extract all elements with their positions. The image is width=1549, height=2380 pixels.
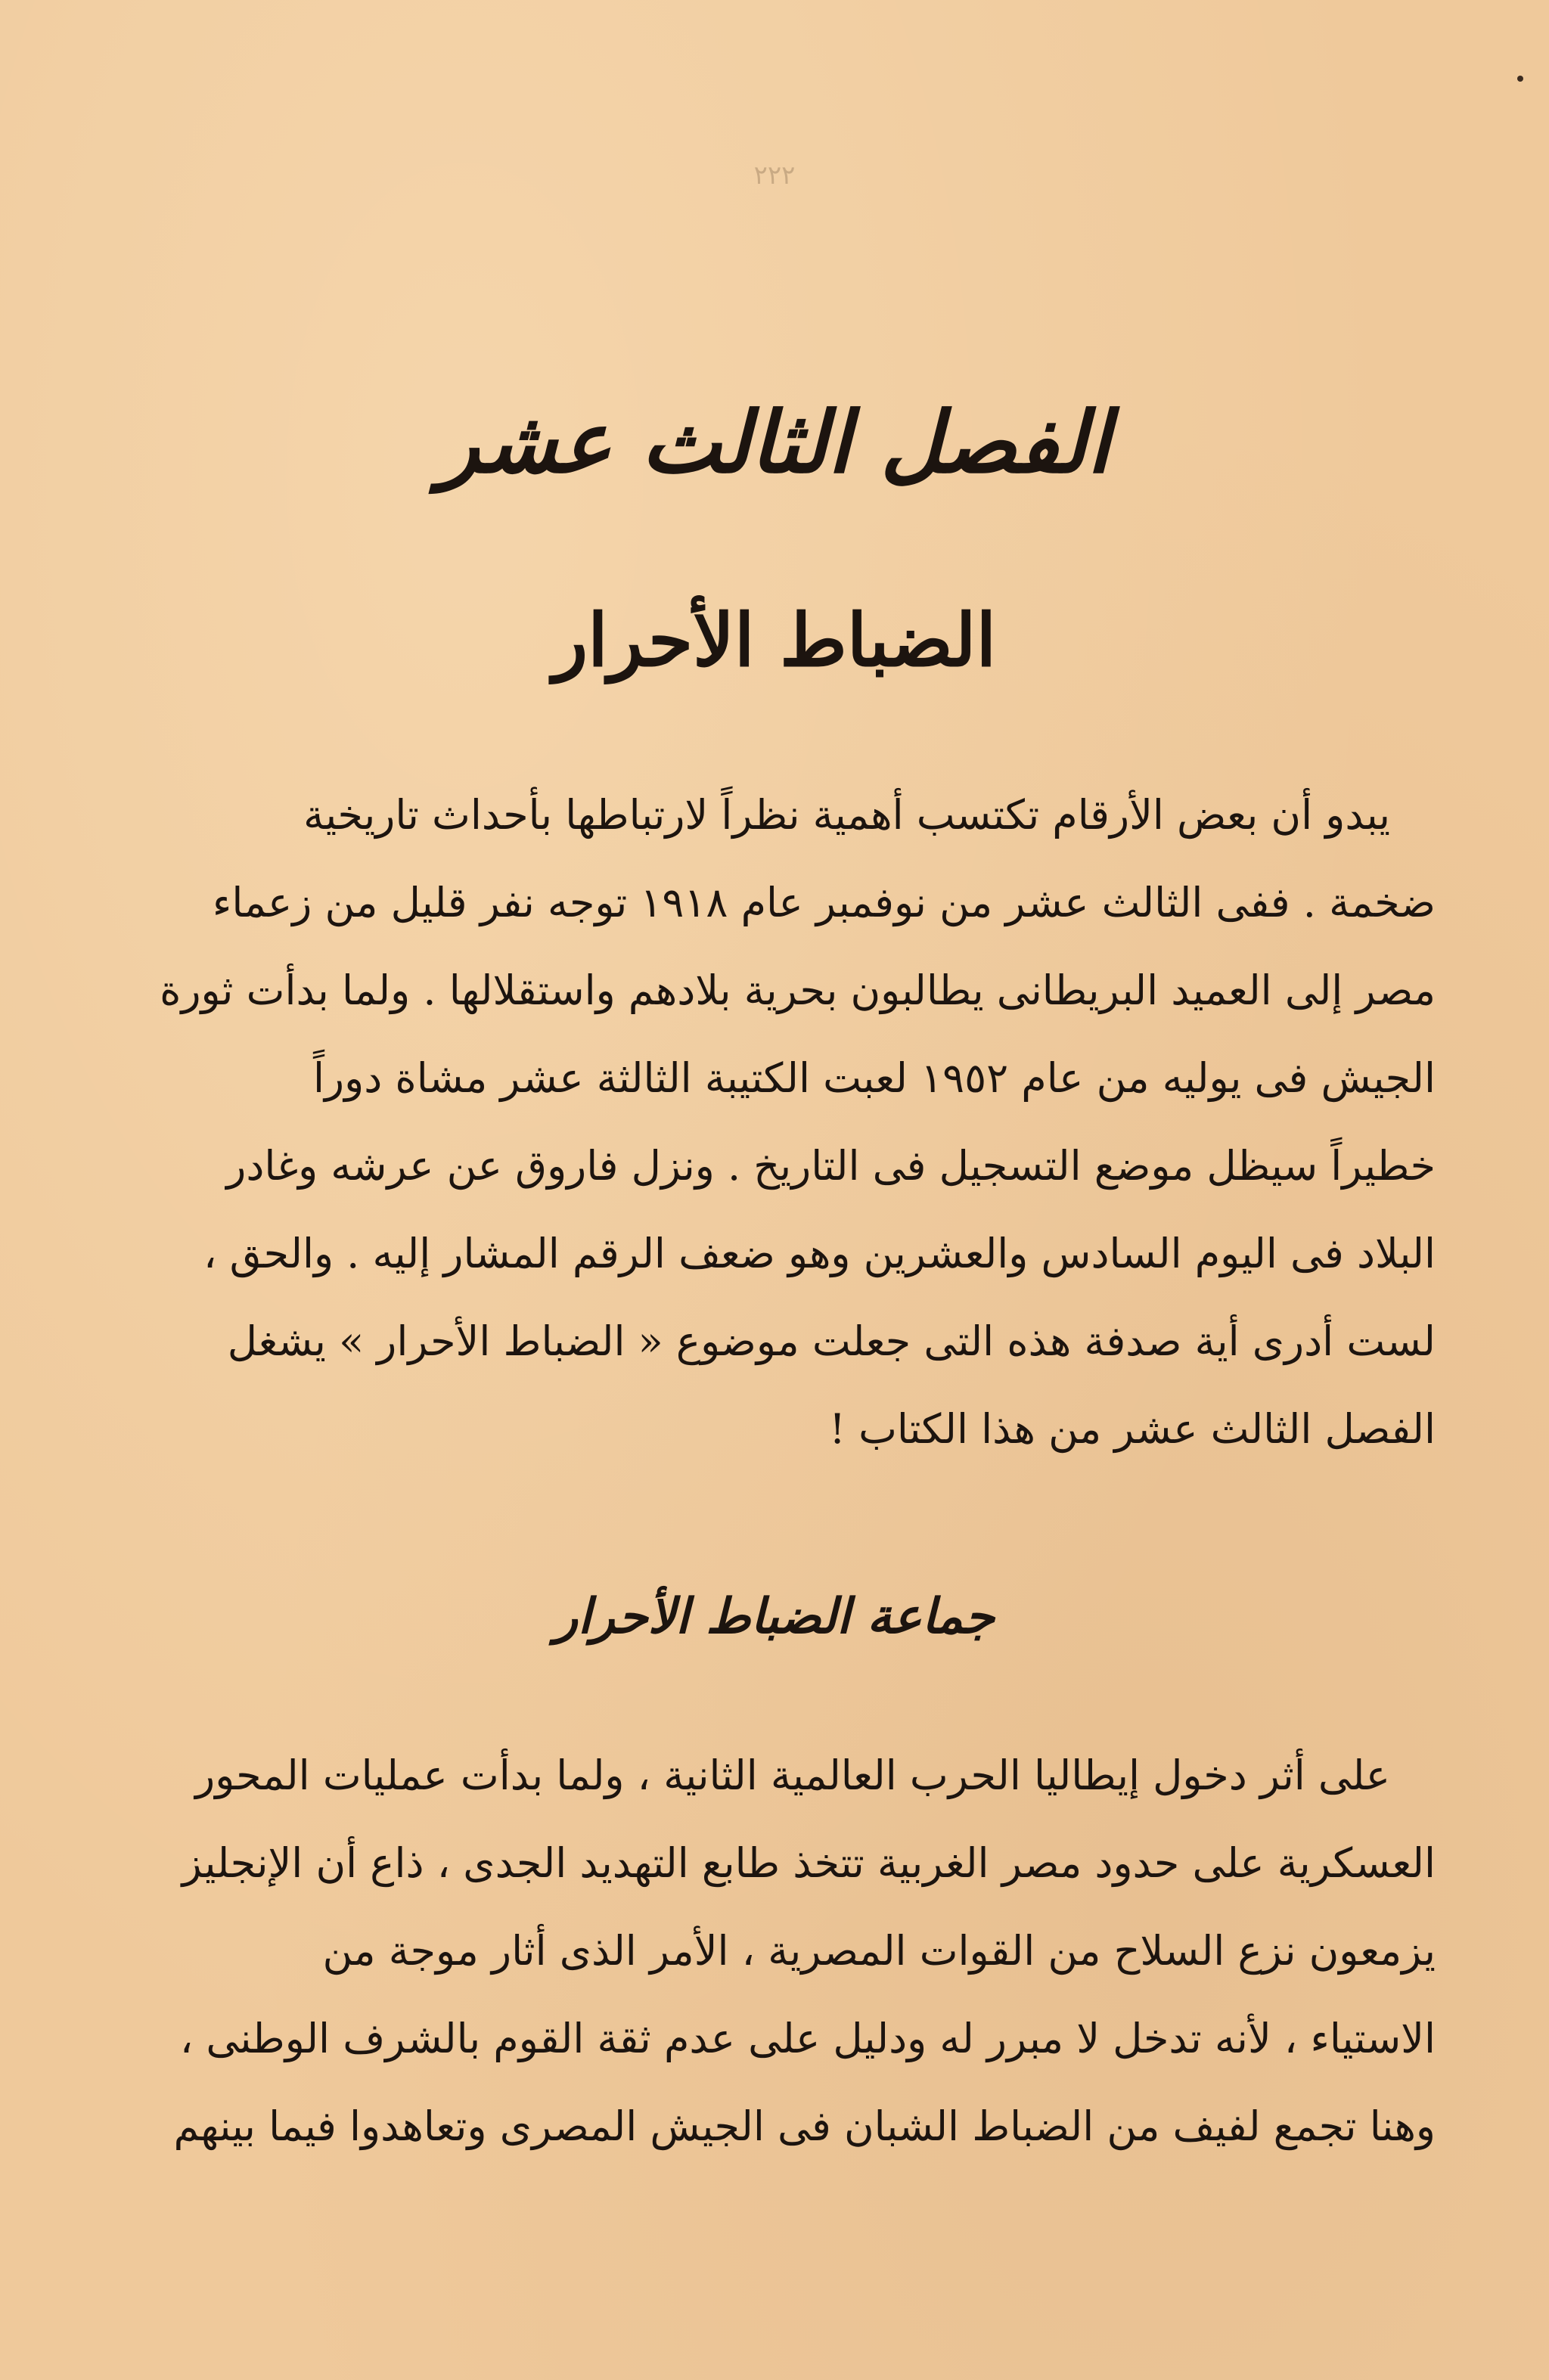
text-line: يزمعون نزع السلاح من القوات المصرية ، الأمر الذى أثار موجة من	[322, 1927, 1436, 1975]
text-line: على أثر دخول إيطاليا الحرب العالمية الثانية ، ولما بدأت عمليات المحور	[195, 1752, 1390, 1799]
text-line: لست أدرى أية صدفة هذه التى جعلت موضوع « الضباط الأحرار » يشغل	[227, 1317, 1436, 1365]
paragraph-2	[112, 1732, 1436, 2171]
main-heading: الضباط الأحرار	[552, 597, 997, 683]
ink-dot	[1517, 76, 1523, 82]
text-line: ضخمة . ففى الثالث عشر من نوفمبر عام ١٩١٨ توجه نفر قليل من زعماء	[212, 879, 1436, 926]
text-line: الفصل الثالث عشر من هذا الكتاب !	[829, 1405, 1436, 1453]
text-line: الاستياء ، لأنه تدخل لا مبرر له ودليل على عدم ثقة القوم بالشرف الوطنى ،	[179, 2015, 1436, 2062]
paragraph-1	[112, 771, 1436, 1473]
section-heading: جماعة الضباط الأحرار	[554, 1588, 995, 1645]
chapter-title: الفصل الثالث عشر	[439, 393, 1110, 492]
text-line: يبدو أن بعض الأرقام تكتسب أهمية نظراً لارتباطها بأحداث تاريخية	[303, 791, 1390, 839]
text-line: مصر إلى العميد البريطانى يطالبون بحرية بلادهم واستقلالها . ولما بدأت ثورة	[160, 967, 1436, 1014]
text-line: العسكرية على حدود مصر الغربية تتخذ طابع التهديد الجدى ، ذاع أن الإنجليز	[182, 1839, 1436, 1887]
text-line: وهنا تجمع لفيف من الضباط الشبان فى الجيش المصرى وتعاهدوا فيما بينهم	[173, 2102, 1436, 2150]
page-number: ٢٢٢	[753, 160, 796, 191]
text-line: خطيراً سيظل موضع التسجيل فى التاريخ . ونزل فاروق عن عرشه وغادر	[226, 1142, 1436, 1190]
text-line: الجيش فى يوليه من عام ١٩٥٢ لعبت الكتيبة الثالثة عشر مشاة دوراً	[313, 1054, 1436, 1102]
text-line: البلاد فى اليوم السادس والعشرين وهو ضعف الرقم المشار إليه . والحق ،	[203, 1230, 1436, 1277]
